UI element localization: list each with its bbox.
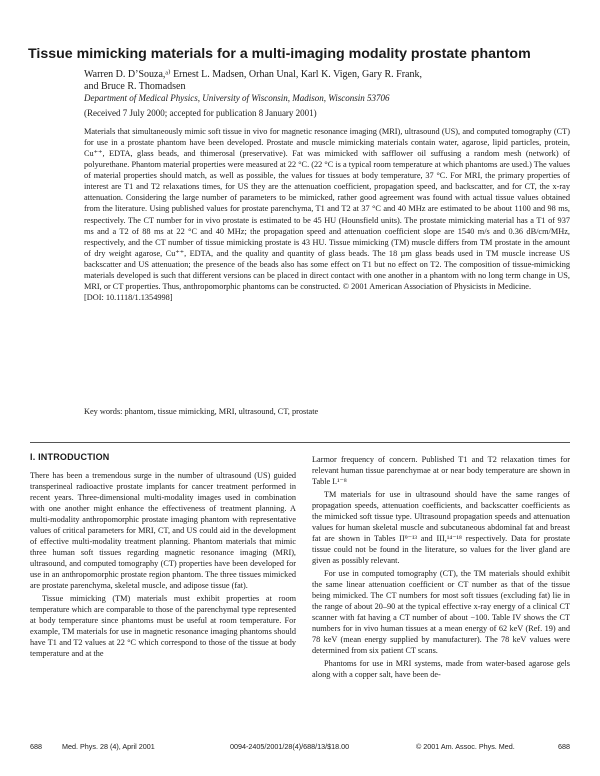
- abstract-text: Materials that simultaneously mimic soft tissue in vivo for magnetic resonance imaging (MRI), ultrasound (US), and computed tomography (CT) for use in a prostate phantom have been developed. Prostate and muscle mimicking materials contain water, agarose, lipid particles, protein, Cu⁺⁺, EDTA, glass beads, and thimerosal (preservative). Fat was mimicked with safflower oil suffusing a random mesh (network) of polyurethane. Phantom material properties were measured at 22 °C. (22 °C is a typical room temperature at which phantoms are used.) The values of material properties should match, as well as possible, the values for tissues at body temperature, 37 °C. For MRI, the primary properties of interest are T1 and T2 relaxations times, for US they are the attenuation coefficient, propagation speed, and backscatter, and for CT, the x-ray attenuation. Considering the large number of parameters to be mimicked, rather good agreement was found with actual tissue values obtained from the literature. Using published values for prostate parenchyma, T1 and T2 at 37 °C and 40 MHz are estimated to be about 1100 and 98 ms, respectively. The CT number for in vivo prostate is estimated to be 45 HU (Hounsfield units). The prostate mimicking material has a T1 of 937 ms and a T2 of 88 ms at 22 °C and 40 MHz; the propagation speed and attenuation coefficient slope are 1540 m/s and 0.36 dB/cm/MHz, respectively, and the CT number of tissue mimicking prostate is 43 HU. Tissue mimicking (TM) muscle differs from TM prostate in the amount of dry weight agarose, Cu⁺⁺, EDTA, and the quality and quantity of glass beads. The 18 µm glass beads used in TM muscle increase US backscatter and US attenuation; the presence of the beads also has some effect on T1 but no effect on T2. The composition of tissue-mimicking materials developed is such that different versions can be placed in direct contact with one another in a phantom with no long term change in US, MRI, or CT properties. Thus, anthropomorphic phantoms can be constructed. © 2001 American Association of Physicists in Medicine.: [84, 127, 570, 291]
- paragraph: Tissue mimicking (TM) materials must exhibit properties at room temperature which are comparable to those of the parenchymal type represented at body temperature since phantoms must be useful at room temperature. For example, TM materials for use in magnetic resonance imaging phantoms should have T1 and T2 values at 22 °C which correspond to those of the tissue at body temperature and at the: [30, 594, 296, 658]
- author-line-2: and Bruce R. Thomadsen: [84, 81, 186, 92]
- paragraph: TM materials for use in ultrasound should have the same ranges of propagation speeds, attenuation coefficients, and backscatter coefficients as the mimicked soft tissue type. Ultrasound propagation speeds and attenuation values for human skeletal muscle and subcutaneous abdominal fat and breast fat are shown in Tables II⁹⁻¹³ and III,¹⁴⁻¹⁸ respectively. Data for prostate tissue could not be found in the literature, so values for the liver gland are given as possibly relevant.: [312, 490, 570, 565]
- author-list: [84, 69, 584, 93]
- paragraph: There has been a tremendous surge in the number of ultrasound (US) guided transperineal radioactive prostate implants for cancer treatment performed in recent years. Three-dimensional multi-modality images used in combination with one another might enhance the effectiveness of treatment planning. A multi-modality anthropomorphic prostate imaging phantom with representative values of critical parameters for MRI, CT, and US could aid in the development of effective multi-modality treatment planning. Phantom materials that mimic three human soft tissues regarding magnetic resonance imaging (MRI), ultrasound, and computed tomography (CT) properties have been developed for use in an anthropomorphic prostate region phantom. The three tissues mimicked are prostate parenchyma, skeletal muscle, and adipose tissue (fat).: [30, 471, 296, 590]
- copyright: © 2001 Am. Assoc. Phys. Med.: [416, 742, 515, 751]
- paragraph: Larmor frequency of concern. Published T1 and T2 relaxation times for relevant human tissue parenchymae at or near body temperature are shown in Table I.¹⁻⁸: [312, 455, 570, 486]
- left-column: [30, 470, 296, 659]
- page-number-right: 688: [558, 742, 570, 751]
- received-dates: (Received 7 July 2000; accepted for publication 8 January 2001): [84, 108, 317, 118]
- section-heading: I. INTRODUCTION: [30, 452, 110, 462]
- keywords: Key words: phantom, tissue mimicking, MRI, ultrasound, CT, prostate: [84, 407, 319, 416]
- affiliation: Department of Medical Physics, University of Wisconsin, Madison, Wisconsin 53706: [84, 93, 390, 103]
- article-title: Tissue mimicking materials for a multi-imaging modality prostate phantom: [28, 46, 531, 62]
- paragraph: For use in computed tomography (CT), the TM materials should exhibit the same linear attenuation coefficient or CT number as that of the tissue being mimicked. The CT numbers for most soft tissues (excluding fat) lie in the range of about 20–90 at the typical effective x-ray energy of a clinical CT scanner with fat having a CT number of about −100. Table IV shows the CT numbers for in vivo human tissues at a mean energy of 62 keV (Ref. 19) and 78 keV (mean energy supplied by manufacturer). The 78 keV values were determined from six patient CT scans.: [312, 569, 570, 655]
- doi: [DOI: 10.1118/1.1354998]: [84, 292, 173, 302]
- paragraph: Phantoms for use in MRI systems, made from water-based agarose gels along with a copper salt, have been de-: [312, 659, 570, 679]
- right-column: [312, 454, 570, 680]
- section-divider: [30, 442, 570, 443]
- page-number-left: 688: [30, 742, 42, 751]
- issn: 0094-2405/2001/28(4)/688/13/$18.00: [230, 742, 350, 751]
- author-line-1: Warren D. D’Souza,ᵃ⁾ Ernest L. Madsen, Orhan Unal, Karl K. Vigen, Gary R. Frank,: [84, 69, 422, 80]
- journal-citation: Med. Phys. 28 (4), April 2001: [62, 742, 155, 751]
- abstract: [84, 126, 570, 303]
